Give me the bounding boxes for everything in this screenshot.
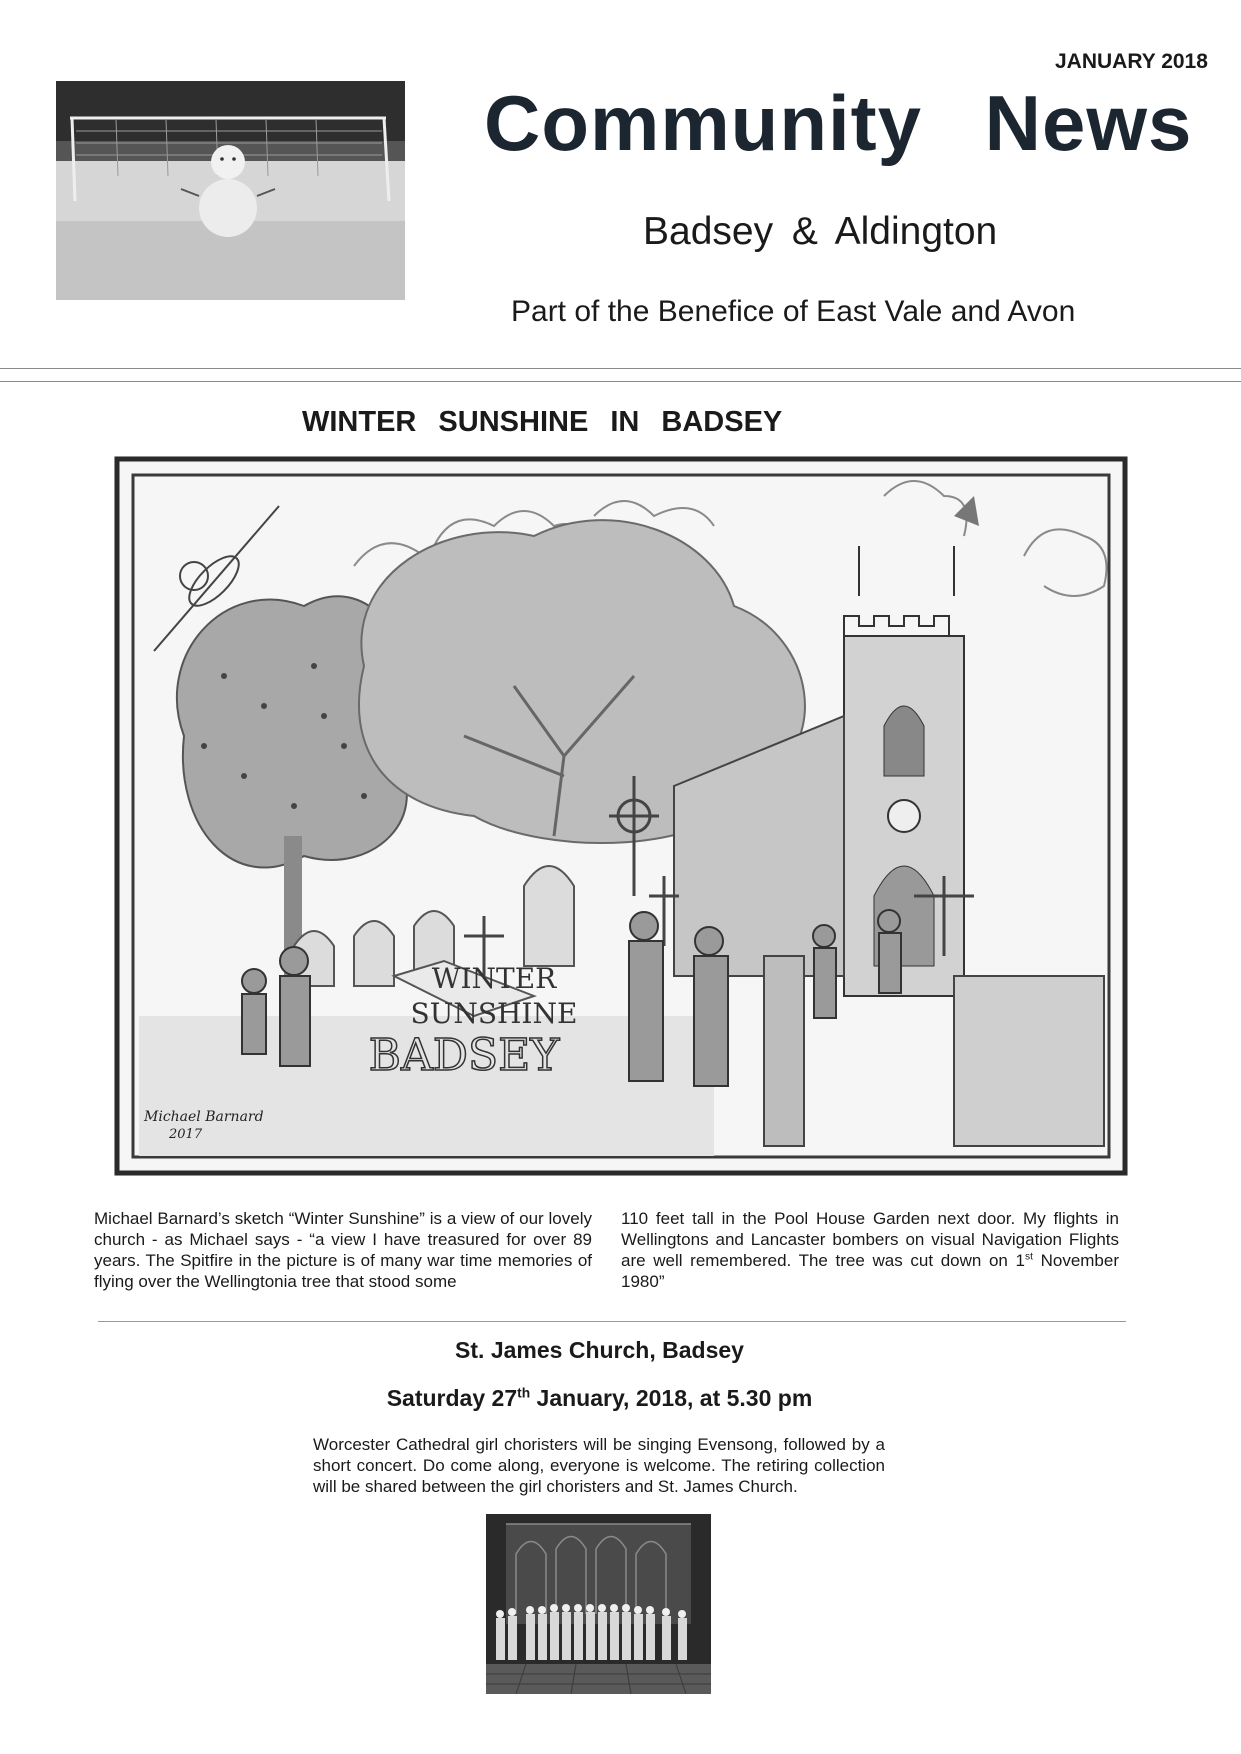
artist-signature-year: 2017 [169, 1127, 203, 1142]
sketch-label-winter: WINTER [431, 962, 557, 995]
benefice-line: Part of the Benefice of East Vale and Avon [511, 295, 1076, 328]
header-rule-lower [0, 381, 1241, 382]
header-rule-upper [0, 368, 1241, 369]
sketch-caption-left: Michael Barnard’s sketch “Winter Sunshine” is a view of our lovely church - as Michael says - “a view I have treasured for over 89 years. The Spitfire in the picture is of many war time memories of flying over the Wellingtonia tree that stood some [94, 1209, 592, 1291]
snowman-goal-photo [56, 81, 405, 300]
church-heading: St. James Church, Badsey [455, 1337, 744, 1363]
masthead-title: Community News [484, 79, 1193, 167]
sketch-label-sunshine: SUNSHINE [410, 997, 578, 1030]
evensong-description: Worcester Cathedral girl choristers will be singing Evensong, followed by a short concert. Do come along, everyone is welcome. The retiring collection will be shared between the girl choristers and St. James Church. [313, 1435, 885, 1496]
cathedral-choir-photo [486, 1514, 711, 1694]
feature-headline: WINTER SUNSHINE IN BADSEY [302, 406, 783, 438]
event-date-heading: Saturday 27th January, 2018, at 5.30 pm [386, 1385, 813, 1411]
artist-signature: Michael Barnard [144, 1109, 264, 1125]
winter-sunshine-sketch [114, 456, 1128, 1176]
masthead-subtitle: Badsey & Aldington [643, 210, 998, 253]
issue-date: JANUARY 2018 [1055, 50, 1208, 73]
section-rule [98, 1321, 1126, 1322]
sketch-label-badsey: BADSEY [368, 1030, 560, 1081]
sketch-caption-right: 110 feet tall in the Pool House Garden next door. My flights in Wellingtons and Lancaster bombers on visual Navigation Flights are well remembered. The tree was cut down on 1st November 1980” [621, 1209, 1120, 1291]
